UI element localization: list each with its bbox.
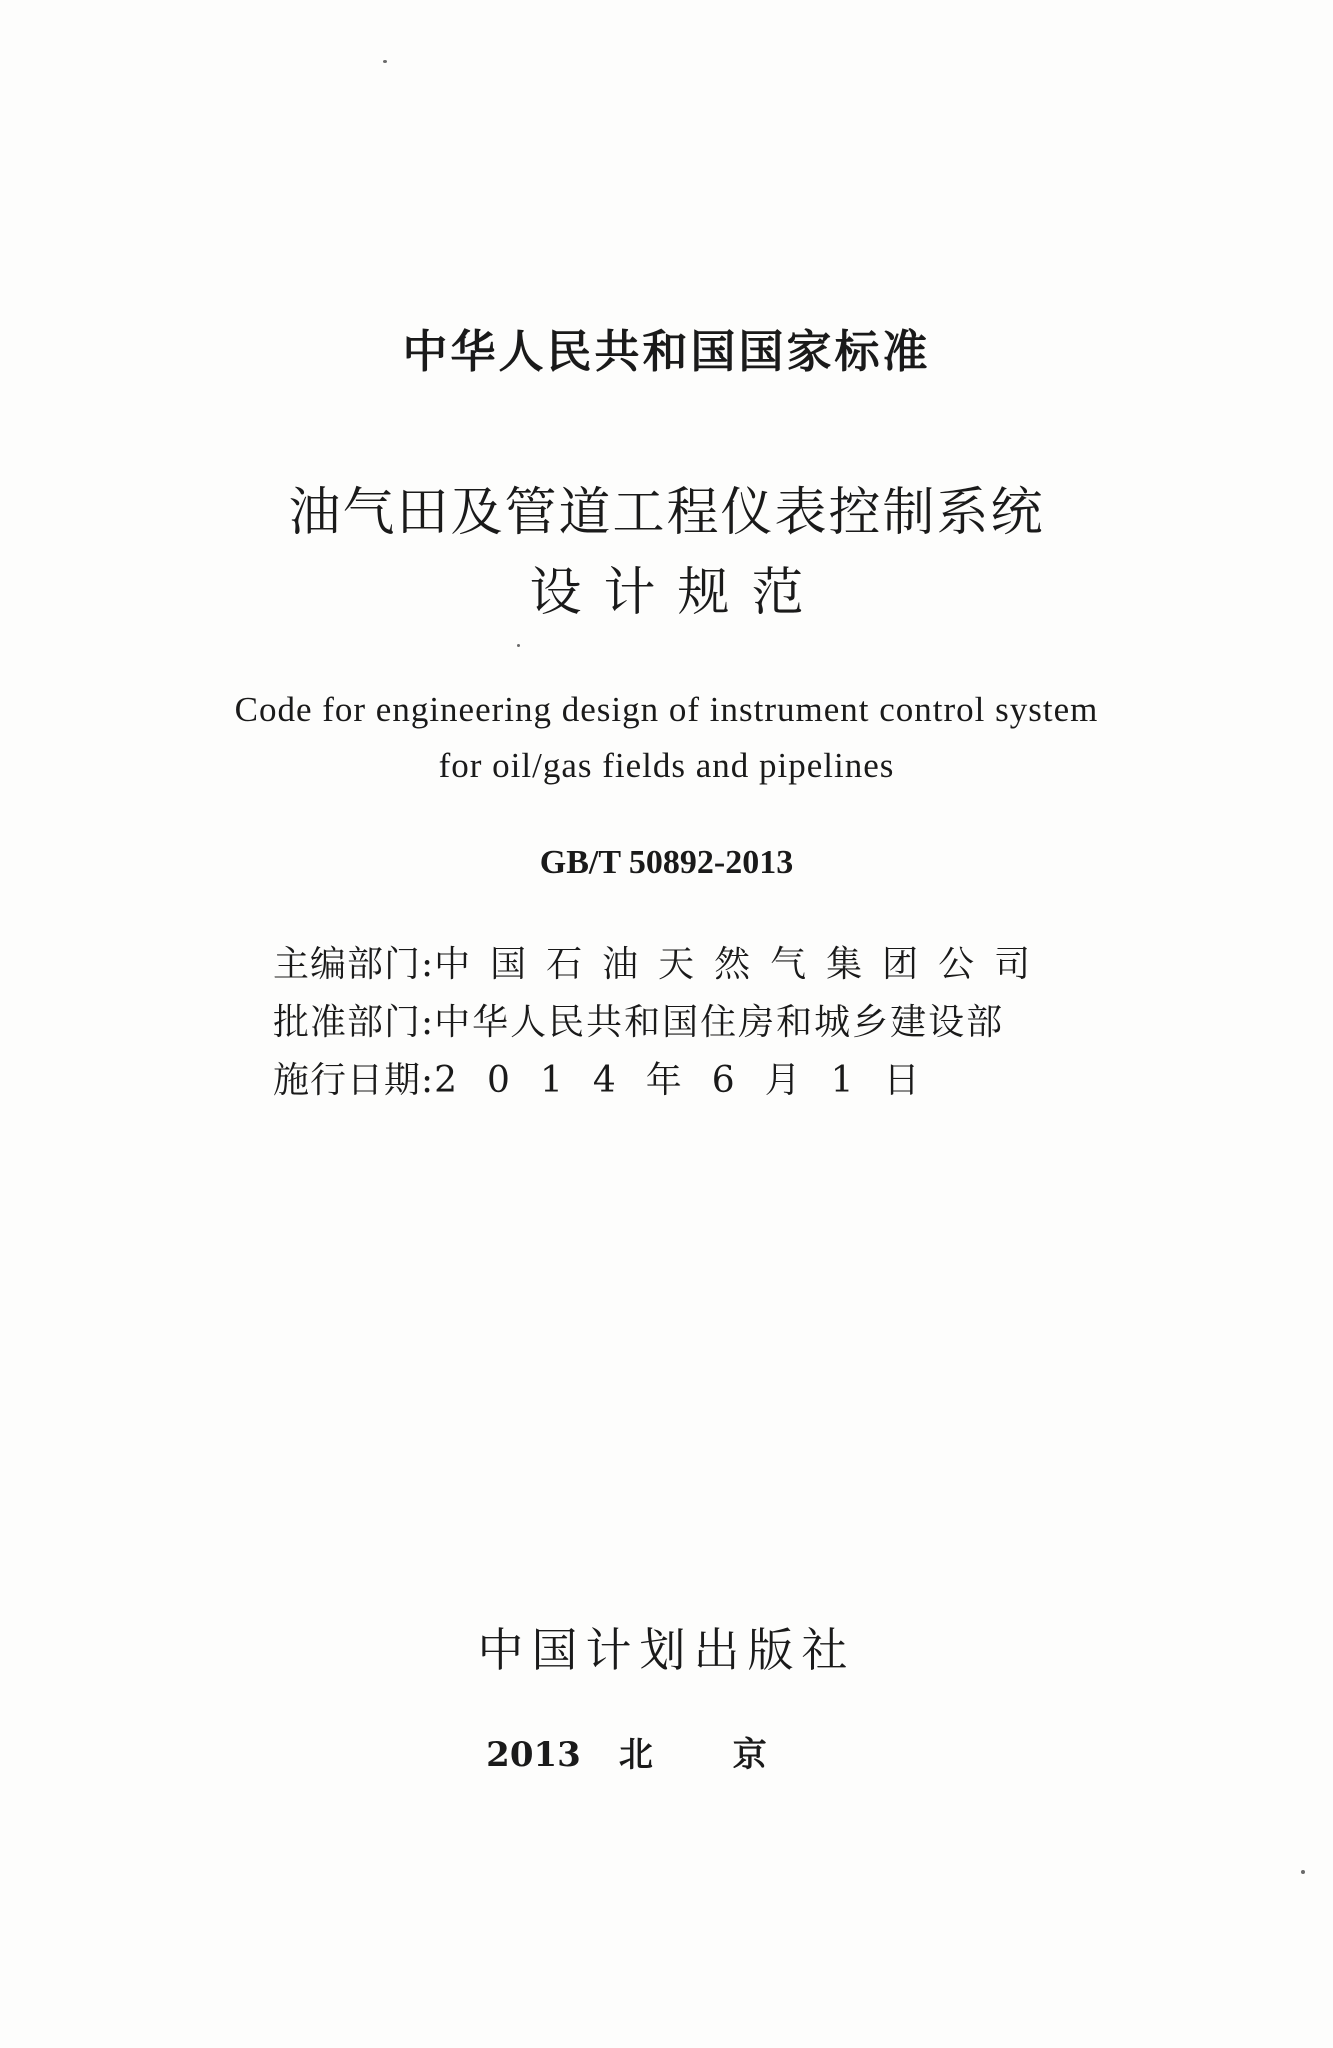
english-title-line-1: Code for engineering design of instrument control system xyxy=(234,690,1099,729)
approver-label: 批准部门: xyxy=(273,1002,435,1043)
effective-date-row xyxy=(273,1052,1033,1110)
effective-date-value: 2014年6月1日 xyxy=(434,1060,950,1101)
effective-date-label: 施行日期: xyxy=(273,1060,435,1101)
editor-row xyxy=(273,936,1051,994)
approver-row xyxy=(273,994,1033,1052)
scan-speck xyxy=(383,60,387,63)
publisher-name: 中国计划出版社 xyxy=(477,1623,856,1677)
info-block xyxy=(273,936,1051,1110)
chinese-title-line-2: 设计规范 xyxy=(529,563,826,623)
imprint-city: 北京 xyxy=(618,1735,847,1775)
english-title-line-2: for oil/gas fields and pipelines xyxy=(438,746,895,785)
scan-speck xyxy=(517,644,520,647)
imprint-year: 2013 xyxy=(486,1735,581,1775)
national-standard-heading: 中华人民共和国国家标准 xyxy=(402,325,931,378)
scan-speck xyxy=(1301,1870,1305,1874)
approver-value: 中华人民共和国住房和城乡建设部 xyxy=(434,1002,1005,1043)
chinese-title-line-1: 油气田及管道工程仪表控制系统 xyxy=(288,483,1045,543)
standard-code: GB/T 50892-2013 xyxy=(539,844,794,881)
imprint xyxy=(0,1732,1333,1778)
editor-label: 主编部门: xyxy=(273,944,435,985)
editor-value: 中国石油天然气集团公司 xyxy=(434,944,1051,985)
